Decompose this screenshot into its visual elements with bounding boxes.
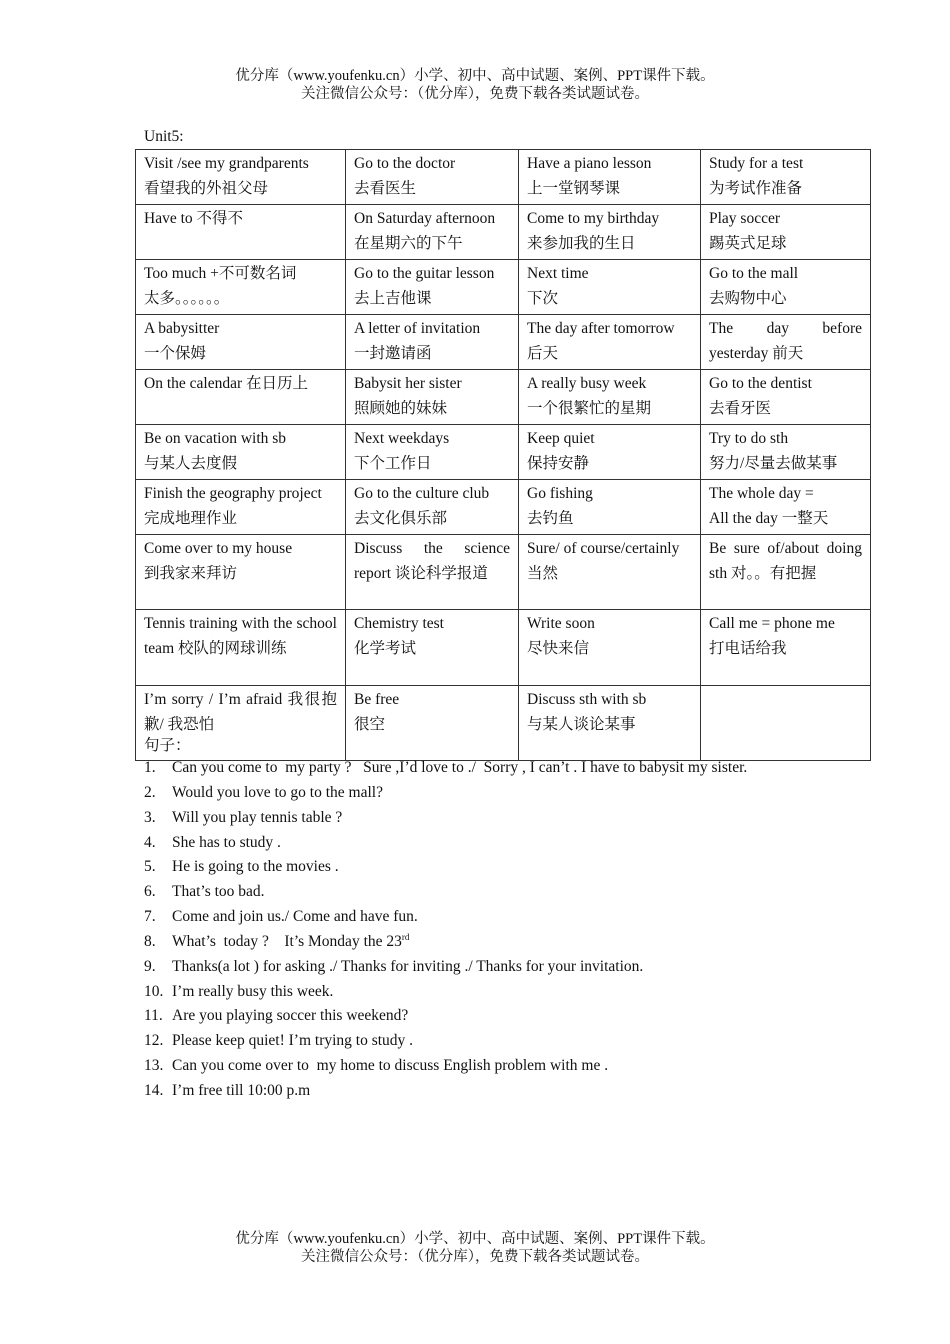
sentence-number: 3. <box>144 808 156 826</box>
sentence-text: Thanks(a lot ) for asking ./ Thanks for inviting ./ Thanks for your invitation. <box>172 957 644 975</box>
table-cell <box>136 150 346 205</box>
footer-line-2: 关注微信公众号：（优分库），免费下载各类试题试卷。 <box>301 1249 649 1265</box>
sentence-text: Are you playing soccer this weekend? <box>172 1007 409 1025</box>
sentence-item <box>144 781 747 806</box>
english-phrase: Write soon <box>527 615 595 632</box>
english-phrase: Come to my birthday <box>527 210 660 227</box>
english-phrase: Too much +不可数名词 <box>144 265 297 282</box>
english-phrase: The day after tomorrow <box>527 320 675 337</box>
english-phrase: Play soccer <box>709 210 781 227</box>
chinese-meaning: 打电话给我 <box>709 639 787 657</box>
english-phrase: A really busy week <box>527 375 647 392</box>
vocabulary-table-body <box>136 150 871 761</box>
unit-title: Unit5: <box>144 128 184 145</box>
sentence-text: I’m free till 10:00 p.m <box>172 1081 311 1099</box>
chinese-meaning: 当然 <box>527 564 559 582</box>
sentence-item <box>144 756 747 781</box>
table-cell <box>519 370 701 425</box>
sentence-item <box>144 806 747 831</box>
sentence-number: 12. <box>144 1032 164 1050</box>
english-phrase: Go fishing <box>527 485 593 502</box>
english-phrase: On the calendar 在日历上 <box>144 375 308 392</box>
table-row <box>136 205 871 260</box>
table-cell <box>519 315 701 370</box>
sentence-number: 7. <box>144 908 156 926</box>
chinese-meaning: 去上吉他课 <box>354 289 432 307</box>
table-cell <box>701 480 871 535</box>
table-row <box>136 150 871 205</box>
english-phrase: Discuss sth with sb <box>527 691 647 708</box>
table-cell <box>346 370 519 425</box>
english-phrase: A letter of invitation <box>354 320 481 337</box>
table-cell <box>519 150 701 205</box>
chinese-meaning: 去购物中心 <box>709 289 787 307</box>
sentence-text: Can you come to my party ? Sure ,I’d love to ./ Sorry , I can’t . I have to babysit my sister. <box>172 759 748 776</box>
sentence-number: 2. <box>144 783 156 801</box>
sentence-text: Please keep quiet! I’m trying to study . <box>172 1032 414 1050</box>
chinese-meaning: 在星期六的下午 <box>354 234 463 252</box>
table-cell <box>519 610 701 686</box>
english-phrase: Babysit her sister <box>354 375 462 392</box>
sentence-item <box>144 831 747 856</box>
table-row <box>136 480 871 535</box>
chinese-meaning: 为考试作准备 <box>709 179 803 197</box>
table-cell <box>136 535 346 610</box>
table-cell <box>701 370 871 425</box>
table-cell <box>346 610 519 686</box>
chinese-meaning: 来参加我的生日 <box>527 234 636 252</box>
page-header <box>0 67 950 103</box>
sentence-text: I’m really busy this week. <box>172 982 334 1000</box>
sentence-number: 1. <box>144 759 156 776</box>
sentence-number: 10. <box>144 982 164 1000</box>
header-line-1: 优分库（www.youfenku.cn）小学、初中、高中试题、案例、PPT课件下载。 <box>235 68 715 84</box>
table-cell <box>519 425 701 480</box>
table-cell <box>519 480 701 535</box>
sentence-item <box>144 955 747 980</box>
table-cell <box>346 425 519 480</box>
sentence-number: 11. <box>144 1007 163 1025</box>
sentence-number: 6. <box>144 883 156 901</box>
table-cell <box>701 315 871 370</box>
english-phrase: Finish the geography project <box>144 485 322 502</box>
table-row <box>136 315 871 370</box>
chinese-meaning: 下个工作日 <box>354 454 432 472</box>
english-phrase: I’m sorry / I’m afraid 我很抱歉/ 我恐怕 <box>144 691 337 733</box>
english-phrase: Keep quiet <box>527 430 595 447</box>
table-cell <box>136 260 346 315</box>
chinese-meaning: 照顾她的妹妹 <box>354 399 448 417</box>
sentences-title: 句子： <box>144 737 191 754</box>
english-phrase: A babysitter <box>144 320 220 337</box>
chinese-meaning: 去看牙医 <box>709 399 772 417</box>
chinese-meaning: 上一堂钢琴课 <box>527 179 621 197</box>
english-phrase: Next time <box>527 265 589 282</box>
sentence-item <box>144 1079 747 1104</box>
sentence-number: 8. <box>144 932 156 950</box>
table-cell <box>346 480 519 535</box>
english-phrase: Come over to my house <box>144 540 293 557</box>
english-phrase: Study for a test <box>709 155 804 172</box>
chinese-meaning: 下次 <box>527 289 559 307</box>
english-phrase: Discuss the science report 谈论科学报道 <box>354 540 510 582</box>
chinese-meaning: 与某人去度假 <box>144 454 238 472</box>
sentence-text: What’s today ? It’s Monday the 23 <box>172 932 402 950</box>
table-cell <box>136 205 346 260</box>
chinese-meaning: 努力/尽量去做某事 <box>709 454 838 472</box>
chinese-meaning: All the day 一整天 <box>709 509 829 527</box>
footer-line-1: 优分库（www.youfenku.cn）小学、初中、高中试题、案例、PPT课件下载。 <box>235 1231 715 1247</box>
english-phrase: Go to the guitar lesson <box>354 265 495 282</box>
english-phrase: Go to the culture club <box>354 485 490 502</box>
english-phrase: Be sure of/about doing sth 对。。有把握 <box>709 540 862 582</box>
sentence-number: 5. <box>144 858 156 876</box>
sentence-number: 13. <box>144 1057 164 1075</box>
table-cell <box>136 610 346 686</box>
table-cell <box>701 260 871 315</box>
english-phrase: Tennis training with the school team 校队的网球训练 <box>144 615 337 657</box>
chinese-meaning: 踢英式足球 <box>709 234 787 252</box>
table-cell <box>346 260 519 315</box>
english-phrase: Try to do sth <box>709 430 789 447</box>
table-cell <box>519 686 701 761</box>
sentence-text: He is going to the movies . <box>172 858 339 876</box>
table-cell <box>519 205 701 260</box>
table-cell <box>701 150 871 205</box>
sentence-text: Come and join us./ Come and have fun. <box>172 908 418 926</box>
sentence-number: 4. <box>144 833 156 851</box>
english-phrase: The day before yesterday 前天 <box>709 320 862 362</box>
english-phrase: Visit /see my grandparents <box>144 155 309 172</box>
sentence-item <box>144 980 747 1005</box>
sentence-item <box>144 1054 747 1079</box>
english-phrase: Sure/ of course/certainly <box>527 540 680 557</box>
english-phrase: Chemistry test <box>354 615 444 632</box>
chinese-meaning: 到我家来拜访 <box>144 564 238 582</box>
sentence-number: 14. <box>144 1081 164 1099</box>
table-cell <box>346 150 519 205</box>
chinese-meaning: 看望我的外祖父母 <box>144 179 269 197</box>
english-phrase: Be free <box>354 691 400 708</box>
sentence-number: 9. <box>144 957 156 975</box>
sentence-item <box>144 855 747 880</box>
chinese-meaning: 一封邀请函 <box>354 344 432 362</box>
table-cell <box>346 205 519 260</box>
header-line-2: 关注微信公众号：（优分库），免费下载各类试题试卷。 <box>301 86 649 102</box>
table-cell <box>701 686 871 761</box>
english-phrase: Next weekdays <box>354 430 450 447</box>
english-phrase: Go to the mall <box>709 265 799 282</box>
sentence-text: Will you play tennis table ? <box>172 808 343 826</box>
table-row <box>136 610 871 686</box>
table-row <box>136 260 871 315</box>
chinese-meaning: 后天 <box>527 344 559 362</box>
table-cell <box>701 610 871 686</box>
sentence-item <box>144 1004 747 1029</box>
table-row <box>136 425 871 480</box>
table-cell <box>519 260 701 315</box>
english-phrase: Go to the dentist <box>709 375 812 392</box>
sentence-item <box>144 880 747 905</box>
english-phrase: On Saturday afternoon <box>354 210 496 227</box>
table-cell <box>519 535 701 610</box>
sentence-text: Would you love to go to the mall? <box>172 783 383 801</box>
page-footer <box>0 1230 950 1266</box>
english-phrase: Call me = phone me <box>709 615 835 632</box>
table-cell <box>701 535 871 610</box>
sentence-list <box>144 756 747 1104</box>
sentence-item <box>144 1029 747 1054</box>
chinese-meaning: 保持安静 <box>527 454 590 472</box>
english-phrase: Have a piano lesson <box>527 155 652 172</box>
table-row <box>136 535 871 610</box>
sentence-item <box>144 930 747 955</box>
chinese-meaning: 化学考试 <box>354 639 417 657</box>
chinese-meaning: 去钓鱼 <box>527 509 574 527</box>
english-phrase: Be on vacation with sb <box>144 430 287 447</box>
english-phrase: The whole day = <box>709 485 814 502</box>
chinese-meaning: 去看医生 <box>354 179 417 197</box>
chinese-meaning: 完成地理作业 <box>144 509 238 527</box>
chinese-meaning: 与某人谈论某事 <box>527 715 636 733</box>
chinese-meaning: 太多。。。。。。 <box>144 289 230 307</box>
chinese-meaning: 尽快来信 <box>527 639 590 657</box>
sentence-text: She has to study . <box>172 833 281 851</box>
table-cell <box>701 205 871 260</box>
vocabulary-table <box>135 149 871 761</box>
table-row <box>136 686 871 761</box>
chinese-meaning: 一个很繁忙的星期 <box>527 399 652 417</box>
table-cell <box>136 425 346 480</box>
table-cell <box>346 315 519 370</box>
table-row <box>136 370 871 425</box>
sentence-text: Can you come over to my home to discuss English problem with me . <box>172 1057 609 1075</box>
table-cell <box>346 535 519 610</box>
table-cell <box>701 425 871 480</box>
table-cell <box>136 480 346 535</box>
english-phrase: Go to the doctor <box>354 155 456 172</box>
table-cell <box>136 370 346 425</box>
table-cell <box>346 686 519 761</box>
sentence-text: That’s too bad. <box>172 883 265 901</box>
sentence-item <box>144 905 747 930</box>
ordinal-suffix: rd <box>401 931 410 942</box>
chinese-meaning: 很空 <box>354 715 386 733</box>
chinese-meaning: 去文化俱乐部 <box>354 509 448 527</box>
english-phrase: Have to 不得不 <box>144 210 244 227</box>
table-cell <box>136 315 346 370</box>
chinese-meaning: 一个保姆 <box>144 344 207 362</box>
